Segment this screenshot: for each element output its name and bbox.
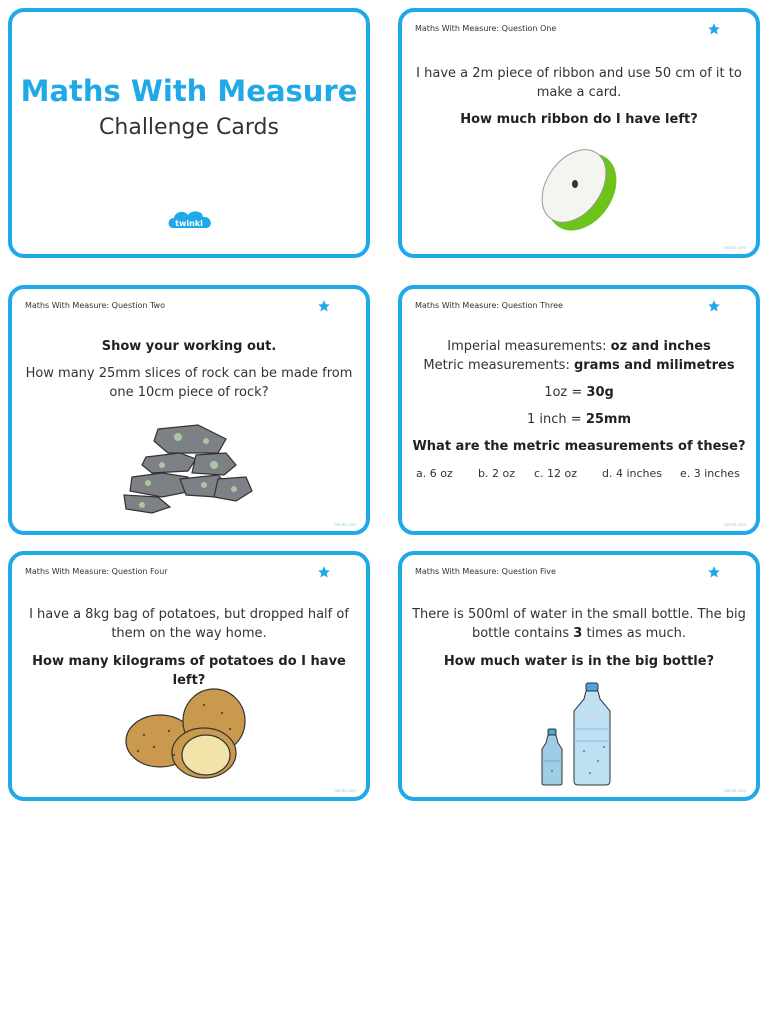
card-footer: twinkl.com (334, 522, 356, 527)
question-prompt: How much ribbon do I have left? (460, 112, 698, 127)
question-prompt: How much water is in the big bottle? (443, 654, 715, 669)
card-footer: twinkl.com (724, 522, 746, 527)
option-d: d. 4 inches (602, 467, 663, 480)
potatoes-icon (124, 685, 249, 780)
question-text-end: times as much. (582, 626, 687, 641)
cover-subtitle: Challenge Cards (99, 115, 279, 140)
question-prompt: What are the metric measurements of these? (412, 439, 746, 454)
star-icon (707, 299, 721, 313)
star-icon (707, 22, 721, 36)
conversion-inch-label: 1 inch = (527, 412, 586, 427)
card-header: Maths With Measure: Question Two (25, 301, 165, 310)
card-header: Maths With Measure: Question Three (415, 301, 563, 310)
conversion-inch-value: 25mm (585, 412, 631, 427)
multiplier-value: 3 (573, 626, 583, 641)
question-one-card (398, 8, 760, 258)
twinkl-logo-text: twinkl (175, 219, 203, 228)
option-c: c. 12 oz (534, 467, 578, 480)
card-header: Maths With Measure: Question Four (25, 567, 168, 576)
question-text: I have a 2m piece of ribbon and use 50 cm of it to make a card. (416, 66, 742, 100)
question-three-card (398, 285, 760, 535)
card-header: Maths With Measure: Question Five (415, 567, 556, 576)
cover-card (8, 8, 370, 258)
metric-label: Metric measurements: (423, 358, 574, 373)
option-a: a. 6 oz (416, 467, 453, 480)
card-footer: twinkl.com (334, 788, 356, 793)
cover-title: Maths With Measure (20, 74, 358, 108)
card-footer: twinkl.com (724, 788, 746, 793)
conversion-oz-label: 1oz = (544, 385, 587, 400)
question-four-card (8, 551, 370, 801)
water-bottles-icon (542, 681, 622, 787)
ribbon-spool-icon (538, 144, 618, 234)
option-b: b. 2 oz (478, 467, 515, 480)
card-footer: twinkl.com (724, 245, 746, 250)
option-e: e. 3 inches (680, 467, 740, 480)
question-text: There is 500ml of water in the small bottle. The big bottle contains (412, 607, 746, 641)
question-text: How many 25mm slices of rock can be made from one 10cm piece of rock? (25, 366, 353, 400)
question-five-card (398, 551, 760, 801)
rock-pile-icon (118, 421, 258, 516)
star-icon (317, 299, 331, 313)
question-text: I have a 8kg bag of potatoes, but dropped half of them on the way home. (29, 607, 349, 641)
card-header: Maths With Measure: Question One (415, 24, 557, 33)
question-two-card (8, 285, 370, 535)
metric-value: grams and milimetres (573, 358, 735, 373)
star-icon (317, 565, 331, 579)
imperial-label: Imperial measurements: (447, 339, 611, 354)
conversion-oz-value: 30g (586, 385, 614, 400)
star-icon (707, 565, 721, 579)
question-prompt: How many kilograms of potatoes do I have left? (32, 654, 346, 688)
imperial-value: oz and inches (610, 339, 711, 354)
instruction-text: Show your working out. (101, 339, 277, 354)
twinkl-logo-icon (167, 206, 215, 236)
